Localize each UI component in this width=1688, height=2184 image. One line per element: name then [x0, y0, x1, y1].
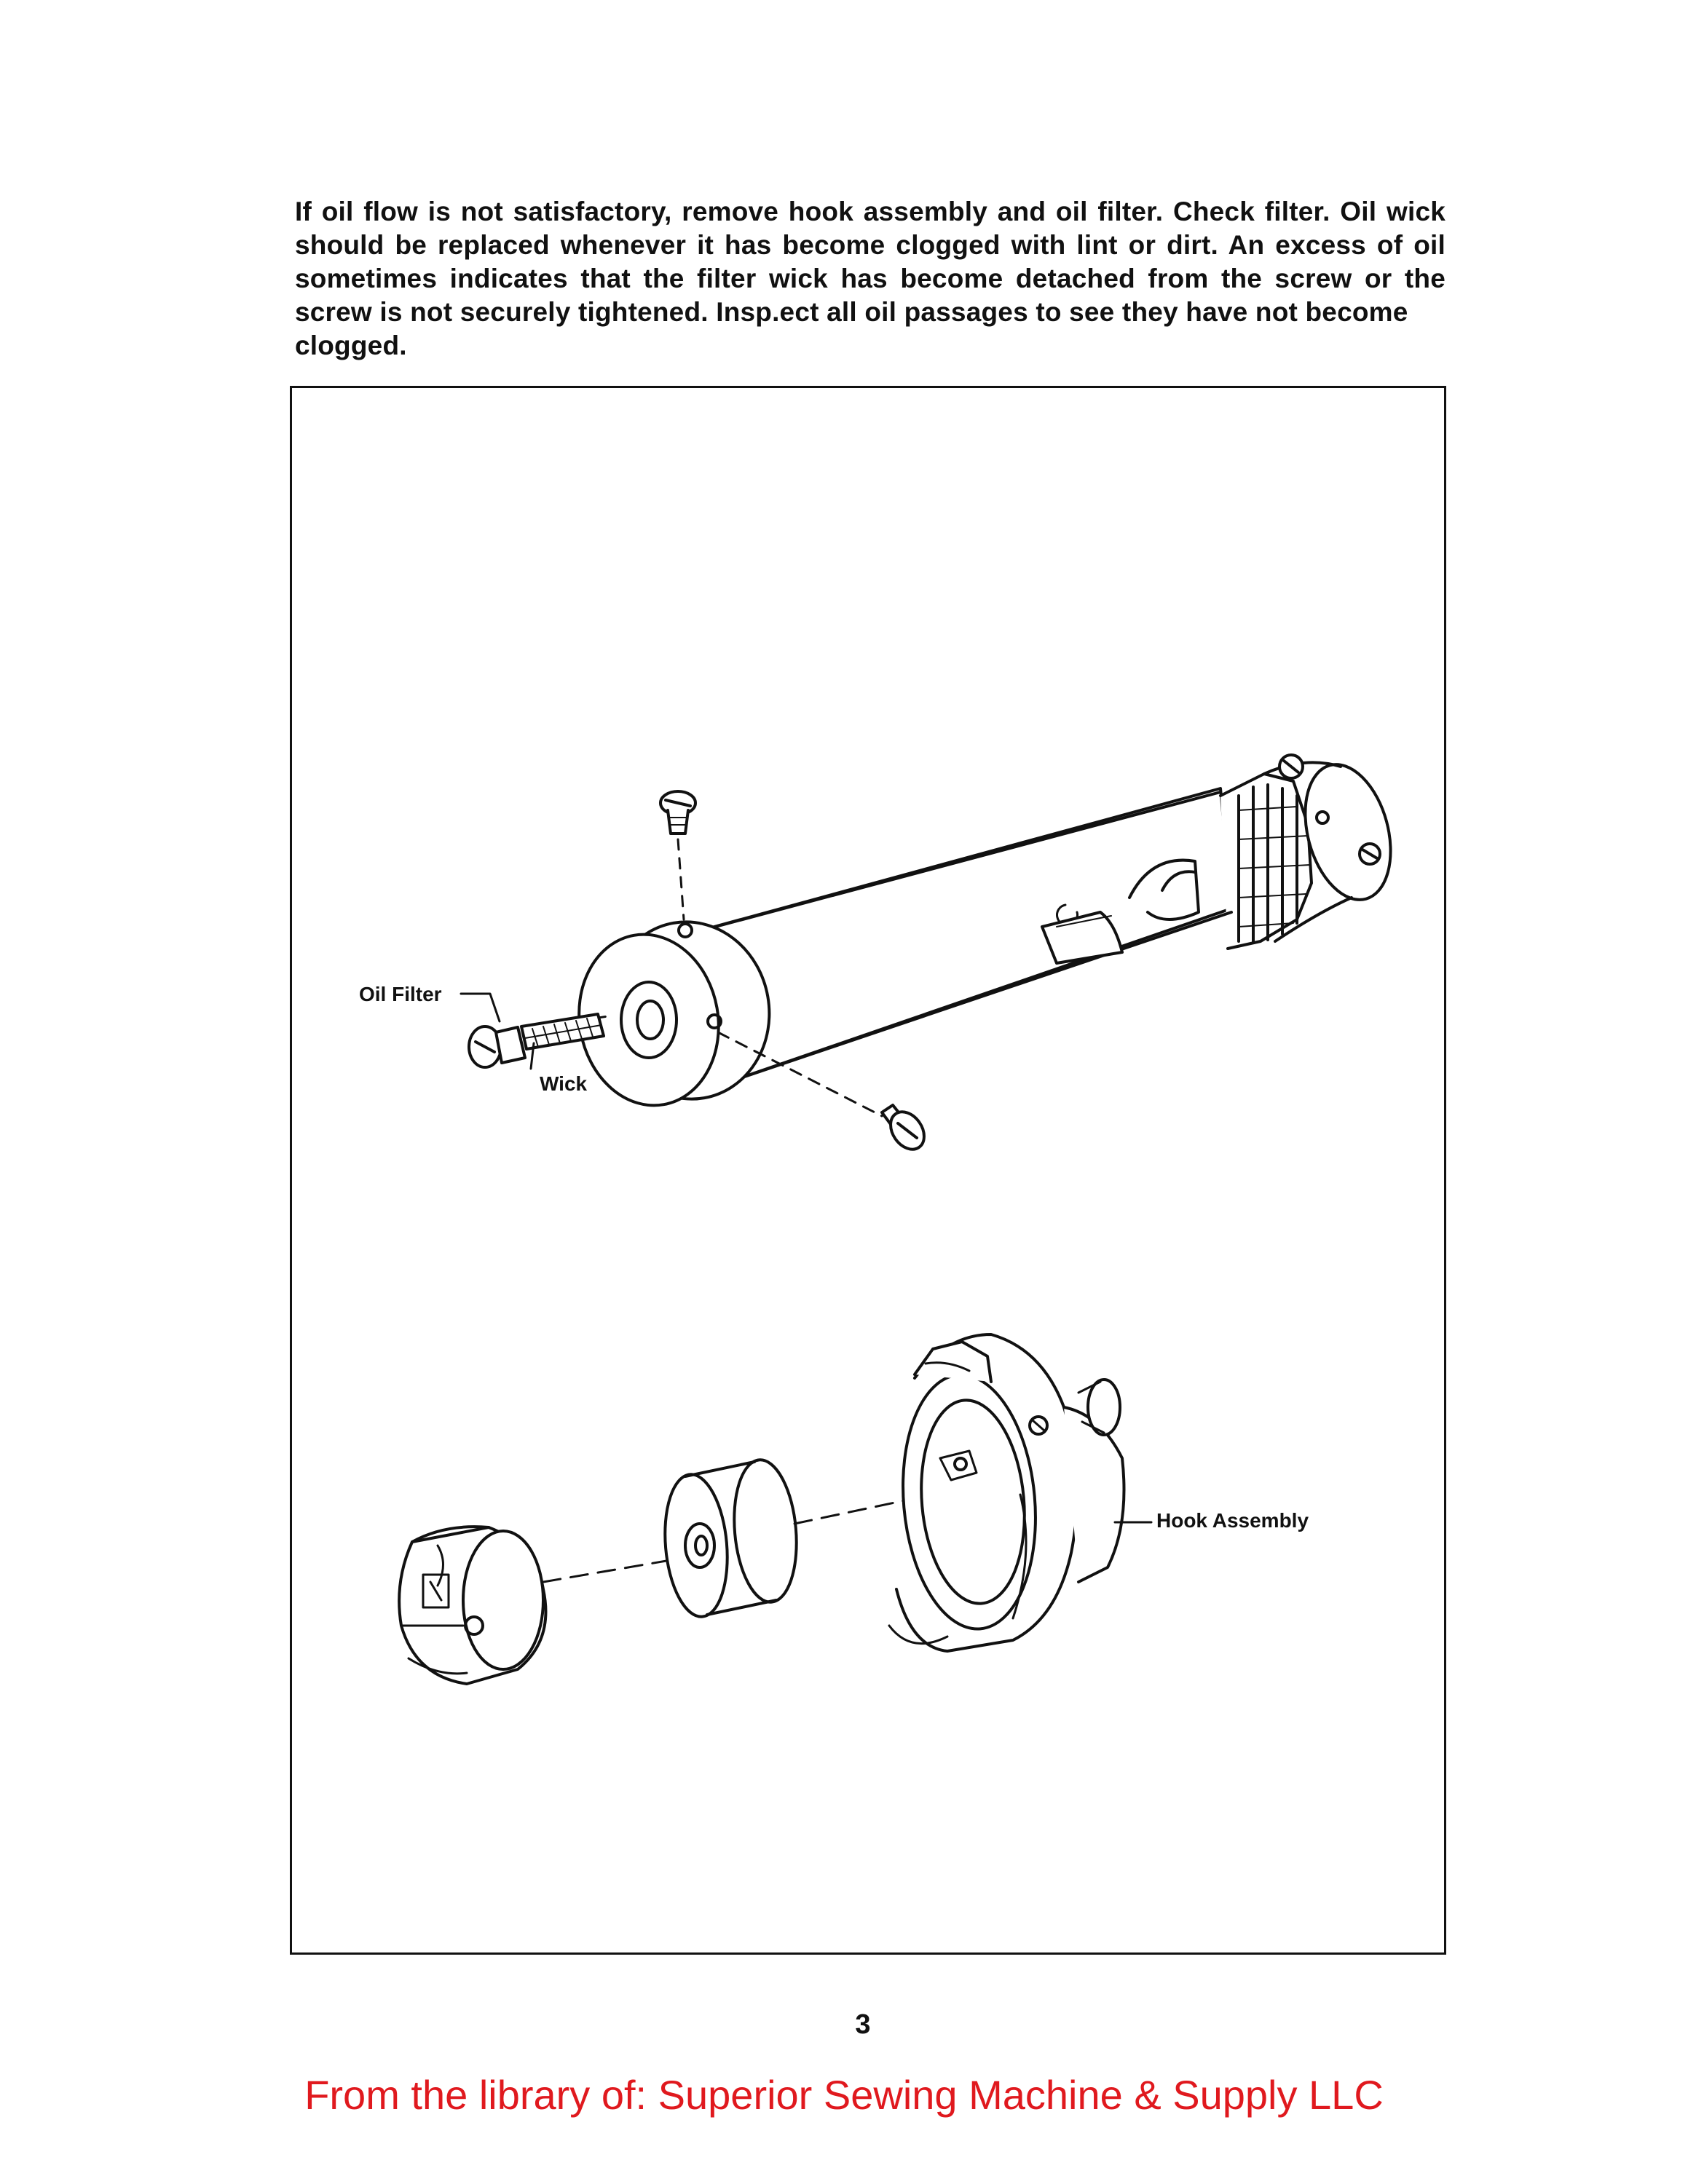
oil-filter-leader — [461, 994, 500, 1021]
bobbin — [660, 1457, 802, 1620]
wick-label: Wick — [540, 1072, 588, 1095]
hook-assembly-label: Hook Assembly — [1156, 1509, 1309, 1532]
oil-filter-label: Oil Filter — [359, 983, 442, 1005]
exploded-view-figure — [290, 386, 1446, 1955]
bobbin-case-guide-line — [543, 1560, 671, 1582]
body-paragraph — [295, 195, 1446, 363]
paragraph-last-line: clogged. — [295, 331, 407, 360]
paragraph-text: If oil flow is not satisfactory, remove hook assembly and oil filter. Check filter. Oil wick should be replaced whenever it has become clogged with lint or dirt. An excess of oil sometimes indicates that the filter wick has become detached from the screw or the screw is not securely tightened. Insp.ect all oil passages to see they have not become — [295, 197, 1446, 327]
set-screw-top — [660, 791, 695, 834]
oil-filter-screw — [469, 1026, 525, 1067]
drive-gear — [1220, 755, 1405, 949]
library-footer: From the library of: Superior Sewing Machine & Supply LLC — [304, 2072, 1384, 2118]
set-screw-side — [882, 1105, 931, 1155]
bobbin-case — [399, 1527, 545, 1684]
page-number: 3 — [855, 2009, 871, 2040]
hook-and-oil-filter-illustration — [292, 388, 1444, 1952]
rotary-hook — [889, 1334, 1124, 1651]
